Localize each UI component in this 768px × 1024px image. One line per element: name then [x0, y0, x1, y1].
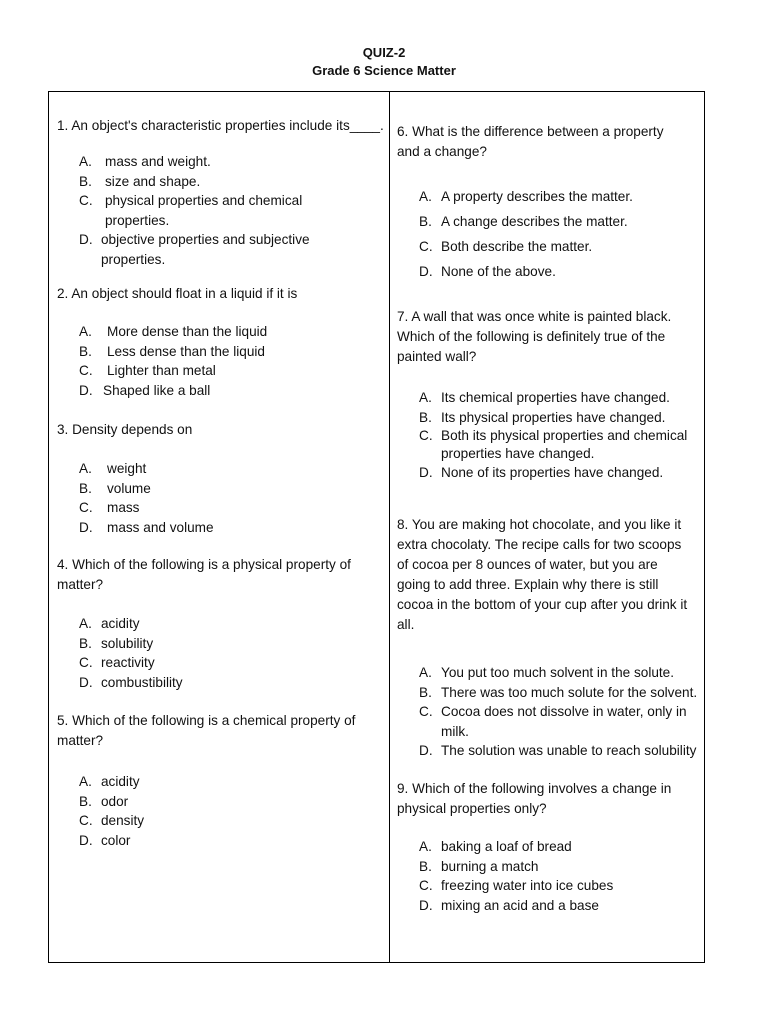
option-list [419, 663, 699, 761]
question-3 [57, 420, 385, 537]
option-c[interactable]: C. reactivity [79, 655, 155, 670]
option-b[interactable]: B. odor [79, 793, 129, 809]
question-stem: 9. Which of the following involves a change in physical properties only? [397, 781, 672, 816]
option-a[interactable]: A. mass and weight. [79, 154, 211, 169]
question-stem: 5. Which of the following is a chemical property of matter? [57, 713, 356, 748]
option-b[interactable]: B. There was too much solute for the solvent. [419, 684, 698, 700]
option-a[interactable]: A. acidity [79, 616, 140, 631]
question-stem: 7. A wall that was once white is painted black. Which of the following is definitely true of the painted wall? [397, 309, 672, 364]
quiz-title: QUIZ-2 [362, 45, 406, 60]
option-list [79, 772, 361, 850]
option-d[interactable]: D. mixing an acid and a base [419, 897, 599, 913]
question-9 [397, 779, 687, 915]
option-d[interactable]: D. color [79, 832, 131, 848]
option-a[interactable]: A. weight [79, 461, 147, 476]
question-5 [57, 711, 361, 850]
option-list [79, 459, 385, 537]
question-stem: 1. An object's characteristic properties include its____. [57, 118, 384, 133]
option-b[interactable]: B. volume [79, 480, 151, 496]
option-b[interactable]: B. Its physical properties have changed. [419, 409, 666, 425]
option-c[interactable]: C. Both its physical properties and chemical properties have changed. [419, 428, 688, 461]
option-list [419, 837, 687, 915]
question-7 [397, 307, 687, 483]
option-c[interactable]: C. Lighter than metal [79, 363, 216, 378]
question-8 [397, 515, 697, 761]
option-list [419, 184, 682, 284]
option-c[interactable]: C. density [79, 813, 145, 828]
option-c[interactable]: C. freezing water into ice cubes [419, 878, 614, 893]
question-stem: 3. Density depends on [57, 422, 193, 437]
option-b[interactable]: B. burning a match [419, 858, 539, 874]
question-6 [397, 122, 682, 284]
column-divider [389, 92, 390, 962]
option-d[interactable]: D. objective properties and subjective properties. [79, 232, 310, 267]
question-stem: 6. What is the difference between a property and a change? [397, 124, 664, 159]
quiz-header [0, 44, 768, 80]
option-a[interactable]: A. baking a loaf of bread [419, 839, 572, 854]
question-2 [57, 284, 385, 400]
quiz-subtitle: Grade 6 Science Matter [312, 63, 456, 78]
question-sheet [48, 91, 705, 963]
option-a[interactable]: A. Its chemical properties have changed. [419, 390, 670, 405]
option-list [79, 152, 369, 269]
option-d[interactable]: D. combustibility [79, 674, 183, 690]
option-a[interactable]: A. More dense than the liquid [79, 324, 268, 339]
question-stem: 2. An object should float in a liquid if it is [57, 286, 298, 301]
option-d[interactable]: D. Shaped like a ball [79, 382, 211, 398]
question-4 [57, 555, 357, 692]
option-c[interactable]: C. Both describe the matter. [419, 239, 593, 254]
option-list [79, 614, 357, 692]
question-stem: 4. Which of the following is a physical property of matter? [57, 557, 351, 592]
option-c[interactable]: C. Cocoa does not dissolve in water, only in milk. [419, 704, 687, 739]
option-a[interactable]: A. You put too much solvent in the solute. [419, 665, 675, 680]
question-1 [57, 116, 385, 269]
option-d[interactable]: D. None of the above. [419, 264, 556, 279]
option-d[interactable]: D. The solution was unable to reach solubility [419, 743, 697, 758]
option-d[interactable]: D. None of its properties have changed. [419, 465, 664, 480]
option-b[interactable]: B. size and shape. [79, 173, 201, 189]
option-list [419, 388, 694, 483]
option-d[interactable]: D. mass and volume [79, 519, 214, 535]
question-stem: 8. You are making hot chocolate, and you like it extra chocolaty. The recipe calls for two scoops of cocoa per 8 ounces of water, but you are going to add three. Explain why there is still cocoa in the bottom of your cup after you drink it all. [397, 517, 688, 632]
option-b[interactable]: B. Less dense than the liquid [79, 343, 265, 359]
option-a[interactable]: A. A property describes the matter. [419, 189, 633, 204]
option-c[interactable]: C. mass [79, 500, 140, 515]
option-a[interactable]: A. acidity [79, 774, 140, 789]
option-list [79, 322, 385, 400]
option-b[interactable]: B. solubility [79, 635, 154, 651]
option-b[interactable]: B. A change describes the matter. [419, 214, 628, 229]
option-c[interactable]: C. physical properties and chemical properties. [79, 193, 303, 228]
